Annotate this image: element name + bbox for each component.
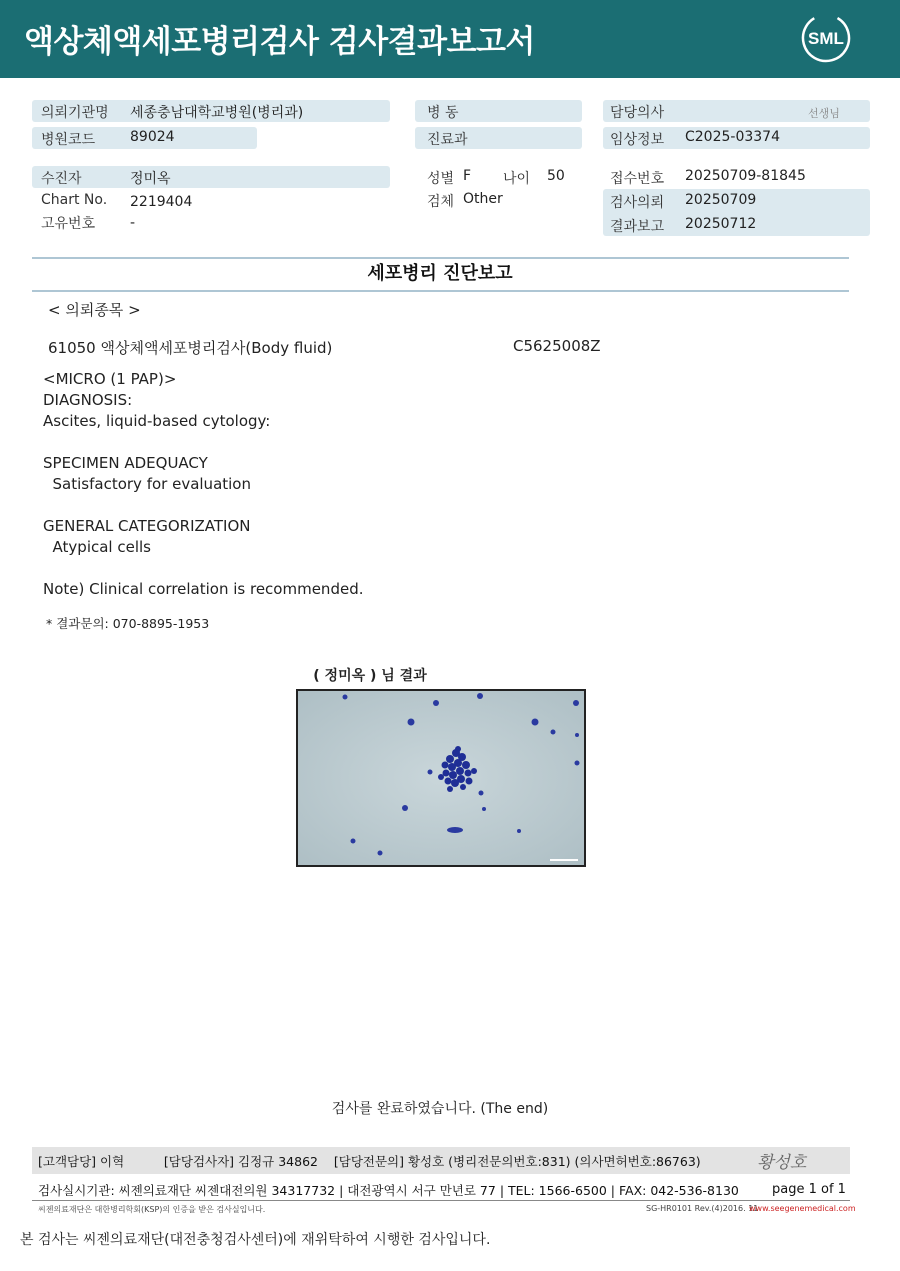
doctor-label: 담당의사 (610, 105, 665, 121)
cytology-micrograph (296, 689, 586, 867)
signature: 황성호 (757, 1153, 807, 1173)
report-line: Note) Clinical correlation is recommended. (43, 580, 364, 598)
request-date-value: 20250709 (685, 192, 757, 208)
bottom-note: 본 검사는 씨젠의료재단(대전충청검사센터)에 재위탁하여 시행한 검사입니다. (20, 1232, 491, 1248)
report-line: Satisfactory for evaluation (43, 475, 251, 493)
hospital-code-label: 병원코드 (41, 132, 96, 148)
website-link[interactable]: www.seegenemedical.com (749, 1204, 856, 1213)
patient-row (32, 166, 390, 188)
sml-logo (800, 12, 852, 64)
report-line: <MICRO (1 PAP)> (43, 370, 177, 388)
receipt-no-label: 접수번호 (610, 171, 665, 187)
report-line: Ascites, liquid-based cytology: (43, 412, 271, 430)
dept-label: 진료과 (427, 132, 468, 148)
sex-value: F (463, 168, 472, 184)
order-item: 61050 액상체액세포병리검사(Body fluid) (48, 339, 333, 357)
order-heading: < 의뢰종목 > (48, 301, 141, 319)
report-line (43, 559, 363, 580)
chart-no-label: Chart No. (41, 192, 108, 208)
diagnosis-block (43, 370, 363, 601)
section-rule-bottom (32, 290, 849, 292)
patient-label: 수진자 (41, 171, 82, 187)
micrograph-image (298, 691, 584, 865)
institution-label: 의뢰기관명 (41, 105, 109, 121)
report-line: Atypical cells (43, 538, 151, 556)
age-value: 50 (547, 168, 565, 184)
sex-label: 성별 (427, 171, 455, 187)
form-code: SG-HR0101 Rev.(4)2016. 11 (646, 1204, 759, 1213)
ward-label: 병 동 (427, 105, 459, 121)
footer-rule (32, 1200, 850, 1201)
doctor-suffix: 선생님 (808, 107, 840, 120)
end-text: 검사를 완료하였습니다. (The end) (331, 1101, 549, 1117)
image-caption: ( 정미옥 ) 님 결과 (313, 668, 427, 684)
unique-no-label: 고유번호 (41, 216, 96, 232)
request-date-label: 검사의뢰 (610, 195, 665, 211)
receipt-no-value: 20250709-81845 (685, 168, 806, 184)
order-code: C5625008Z (513, 337, 601, 355)
cert-note: 씨젠의료재단은 대한병리학회(KSP)의 인증을 받은 검사실입니다. (38, 1205, 266, 1214)
page-number: page 1 of 1 (772, 1182, 846, 1197)
logo-text: SML (808, 29, 844, 48)
unique-no-value: - (130, 215, 136, 231)
lab-info-line: 검사실시기관: 씨젠의료재단 씨젠대전의원 34317732 | 대전광역시 서구 만년로 77 | TEL: 1566-6500 | FAX: 042-536-8130 (38, 1183, 739, 1198)
specimen-label: 검체 (427, 194, 455, 210)
report-date-label: 결과보고 (610, 219, 665, 235)
specimen-value: Other (463, 191, 503, 207)
chart-no-value: 2219404 (130, 194, 193, 210)
institution-value: 세종충남대학교병원(병리과) (130, 105, 304, 121)
report-line (43, 433, 363, 454)
clinical-info-label: 임상정보 (610, 132, 665, 148)
result-inquiry: * 결과문의: 070-8895-1953 (46, 616, 210, 631)
report-line: DIAGNOSIS: (43, 391, 133, 409)
report-date-value: 20250712 (685, 216, 757, 232)
clinical-info-value: C2025-03374 (685, 129, 780, 145)
section-title: 세포병리 진단보고 (367, 263, 513, 284)
patient-value: 정미옥 (130, 171, 171, 187)
staff-line: [고객담당] 이혁 [담당검사자] 김정규 34862 [담당전문의] 황성호 (병리전문의번호:831) (의사면허번호:86763) (38, 1154, 701, 1169)
hospital-code-value: 89024 (130, 129, 175, 145)
report-line (43, 496, 363, 517)
report-line: GENERAL CATEGORIZATION (43, 517, 251, 535)
report-title: 액상체액세포병리검사 검사결과보고서 (24, 24, 535, 60)
age-label: 나이 (503, 171, 531, 187)
report-line: SPECIMEN ADEQUACY (43, 454, 208, 472)
